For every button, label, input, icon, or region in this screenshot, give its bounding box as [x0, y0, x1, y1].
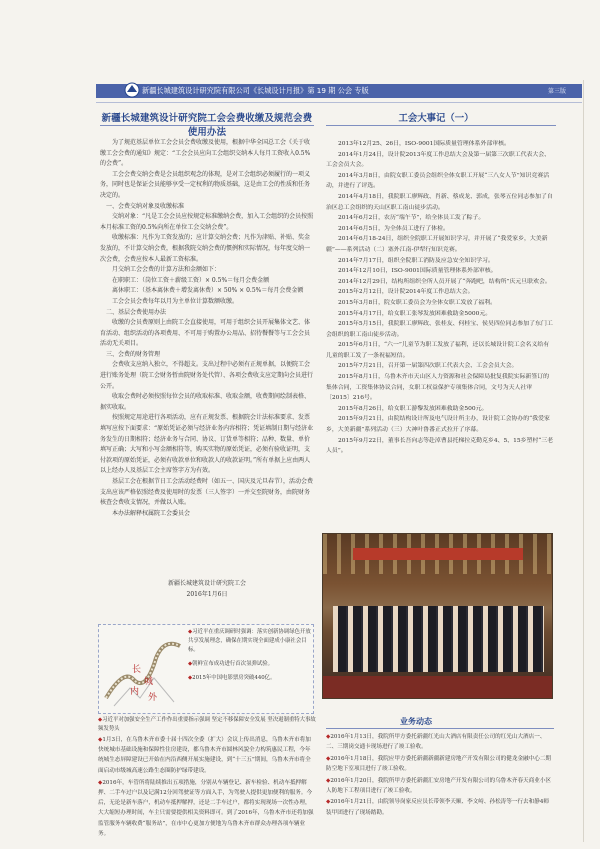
chronicle-entry: 2015年9月21日，由院结构设计所及电气设计所主办，设计院工会协办的“我爱家乡，大美新疆”系列活动（三）大神叶鲁番正式拉开了序幕。 [326, 416, 550, 434]
list-item: ◆2016年1月20日，我院所甲方委托新疆汇安房地产开发有限公司的乌鲁木齐春天商业小区人防地下工程项目进行了竣工验收。 [326, 777, 552, 795]
paragraph: 收缴标准：凡作为工资发放的；应计算交纳会费；凡作为津贴、补贴、奖金发放的，不计算交纳会费，根据我院交纳会费的惯例和实际情况，每年度交纳一次会费，会费应按本人最新工资标准。 [100, 234, 311, 263]
chronicle-entry: 2014年3月8日，由院女职工委员会组织全体女职工开展“三八女人节”知识竞赛活动，并进行了评选。 [326, 172, 550, 190]
svg-text:长: 长 [132, 665, 142, 675]
business-news-rule [326, 728, 554, 729]
diamond-icon: ◆ [188, 675, 193, 681]
list-item: ◆朝鲜宣布成功进行首次氢弹试验。 [188, 661, 274, 667]
great-wall-illustration [104, 628, 182, 710]
formula: 离休职工：（基本离休费＋增发离休费）× 50% × 0.5%＝每月会费金额 [112, 287, 304, 295]
chronicle-entry: 2015年4月17日，给女职工张琴发放困难救助金5000元。 [338, 310, 492, 317]
photo-row-middle [333, 628, 544, 650]
local-news-list [98, 735, 314, 841]
left-article-body [100, 138, 314, 519]
formula: 在职职工：（岗位工资＋薪级工资）× 0.5%＝每月会费金额 [112, 276, 270, 284]
section-heading: 一、会费交纳对象及收缴标准 [106, 202, 185, 210]
chronicle-entry: 2015年6月1日，“六一”儿童节为职工发放了福利，还以长城设计院工会名义给有儿童的职工发了一条祝福短信。 [326, 342, 550, 359]
chronicle-entry: 2015年3月8日，院女职工委员会为全体女职工发放了福利。 [338, 299, 496, 306]
diamond-icon: ◆ [326, 777, 331, 784]
svg-text:外: 外 [148, 693, 158, 703]
paragraph: 按照规定用途进行各项活动，应有正规发票、根据院会计法标准要求、发票填写应按下面要求：“原始凭证必须与经济业务内容相符；凭证填制日期与经济业务发生的日期相符；经济业务与合同、协议、订货单等相符；品种、数量、单价填写正确；大写和小写金额相符等，购买实物的原始凭证，必须有验收证明，支付款项的原始凭证，必须有收款单位和收款人的收款证明。”所有单据上应由两人以上经办人及基层工会主席签字方为有效。 [100, 414, 314, 475]
diamond-icon: ◆ [188, 661, 193, 667]
photo-floor [323, 676, 552, 698]
photo-row-front [333, 650, 544, 672]
chronicle-entry: 2015年5月15日，我院职工廖辉政、张桂友、何桂宝、侯昊四位同志参加了东门工会组织的职工南山徒步活动。 [326, 321, 553, 338]
diamond-icon: ◆ [98, 737, 103, 743]
chronicle-entry: 2014年12月29日，结构所组织全所人员开展了“奔跑吧，结构所”庆元旦联欢会。 [338, 278, 551, 285]
right-article-title: 工会大事记（一） [398, 113, 474, 124]
chronicle-entry: 2014年7月17日，组织全院职工消防及应急安全知识学习。 [338, 257, 494, 264]
business-news-title: 业务动态 [400, 716, 432, 726]
chronicle-list [326, 139, 554, 457]
chronicle-entry: 2014年6月2日，农历“端午节”，给全体员工发了粽子。 [338, 215, 485, 222]
list-item: ◆2015年中国电影票房突破440亿。 [188, 675, 276, 681]
chronicle-entry: 2013年12月25、26日，ISO-9001国际质量管理体系外部审核。 [338, 141, 510, 147]
paragraph: 工会会费交纳会费是会员组织观念的体现，是对工会组织必须履行的一项义务，同时也是保证会员能够享受一定权利的物质基础，这是由工会的性质和任务决定的。 [100, 170, 311, 199]
paragraph: 月交纳工会会费的计算方法和金额如下： [112, 266, 221, 274]
box-news-list [188, 628, 312, 688]
signature-block [100, 578, 314, 600]
business-news-list [326, 732, 554, 819]
page-label: 第三版 [548, 88, 567, 95]
diamond-icon: ◆ [326, 755, 331, 762]
chronicle-entry: 2014年4月18日，我院职工廖辉政、肖新、蔡成龙、郭成，张琴五位同志参加了自治区总工会组织的天山区职工南山徒步活动。 [326, 193, 553, 211]
logo-icon [124, 81, 140, 99]
list-item: ◆2016年1月13日，我院所甲方委托新疆红光山大酒店有限责任公司的红光山大酒店一、二、三期岗交通卡现场进行了竣工验收。 [326, 734, 546, 751]
photo-row-back [333, 606, 544, 628]
sign-org: 新疆长城建筑设计研究院工会 [167, 580, 246, 587]
paragraph: 收缴的会员费原则上由院工会直接使用，可用于组织会员开展集体文艺、体育活动、组织活动的各项费用、不可用于购置办公用品、招待餐餐等与工会会员活动无关项目。 [100, 319, 311, 348]
chronicle-entry: 2014年12月10日，ISO-9001国际质量管理体系外部审核。 [338, 268, 497, 275]
header-rule [96, 102, 582, 103]
list-item: ◆2016年，车管所将陆续推出五项措施，分别从车辆登记、新车检验、机动车抵押解押、二手车过户以及记满12分回驾驶证等方面入手，为驾驶人提供更加便利的服务。今后，无论是新车落户，机动车抵押解押，还是二手车过户，都将实现现场一次性办理，大大缩短办理时间，车主只需要提供相关资料即可。到了2016年，乌鲁木齐市还将加强监管服务车辆收费“服务站”，在市中心更加方便地为乌鲁木齐市群众办理各项车辆业务。 [98, 779, 314, 837]
group-photo [322, 533, 553, 699]
paragraph: 交纳对象：“凡是工会会员应按规定标准缴纳会费，加入工会组织的会员按照本月标准工资的0.5%向所在单位工会交纳会费”。 [100, 213, 314, 231]
chronicle-entry: 2015年7月21日，召开第一届第四次职工代表大会、工会会员大会。 [338, 363, 518, 370]
svg-text:内: 内 [130, 687, 140, 697]
diamond-icon: ◆ [98, 717, 103, 723]
diamond-icon: ◆ [326, 799, 331, 806]
left-title-rule [100, 125, 314, 126]
right-title-rule [326, 125, 556, 126]
paragraph: 工会会员会费每年以月为主单位计算数额收缴。 [112, 297, 239, 305]
paragraph: 本办法解释权属院工会委员会 [112, 509, 191, 517]
chronicle-entry: 2015年8月26日，给女职工游黎发放困难救助金500元。 [338, 405, 488, 412]
list-item: ◆2016年1月21日，由院领导岗家反应员长带领李天顺、李文峙、孙松涛等一行去和静4师装甲团进行了现场踏勘。 [326, 799, 549, 816]
diamond-icon: ◆ [98, 779, 103, 786]
section-heading: 二、基层会费使用办法 [106, 308, 167, 316]
header-title: 新疆长城建筑设计研究院有限公司《长城设计月报》第 19 期 公会 专版 [142, 86, 369, 95]
chronicle-entry: 2015年9月22日，董事长吾向志等赴淖曹县托梯拉克勤克乡4、5、15乡塑村“三老人员”。 [326, 437, 554, 455]
left-article-title: 新疆长城建筑设计研究院工会会费收缴及规范会费使用办法 [101, 113, 313, 138]
paragraph: 为了规范基层单位工会会员会费收缴及使用，根据中华全国总工会《关于收缴工会会费的通知》规定：“工会会员应向工会组织交纳本人每月工资收入0.5%的会费”。 [100, 139, 311, 168]
chronicle-entry: 2015年8月1日，乌鲁木齐市天山区人力资源和社会保障局批复我院实际新签订的集体合同，工资集体协议合同，女职工权益保护专项集体合同，文号为天人社审〔2015〕216号。 [326, 374, 549, 402]
paragraph: 收取会费时必须按照每位会员的收取标准、收取金额，收费期间绘制表格、据实收取。 [100, 393, 311, 411]
chronicle-entry: 2014年1月24日，设计院2013年度工作总结大会及第一届第三次职工代表大会、工会会员大会。 [326, 151, 551, 169]
chronicle-entry: 2014年6月18-24日，组织全院职工开展知识学习，并开展了“我爱家乡，大美新疆”——系列活动（二）塞外江南-伊犁行知识竞赛。 [326, 236, 548, 253]
diamond-icon: ◆ [188, 629, 193, 635]
list-item: ◆1月3日，在乌鲁木齐市委十届十四次全委（扩大）会议上传出消息，乌鲁木齐市将加快统城市基础设施和保障性住房建设，都乌鲁木齐市圆林风貌全力构筑惠民工程，今年统城生态屏障建设已开始在内沿西侧开展实施建设，到“十三五”期间，乌鲁木齐市将全面启动市级城高速公路生态圈防护绿带建设。 [98, 737, 311, 774]
paragraph: 会费收支应纳入独立，不得超支。支出过程中必须有正规单据，以便院工会进行账务处理（院工会财务暂由院财务处代管）、各项会费收支应定期向会员进行公开。 [100, 361, 314, 390]
list-item: ◆2016年1月18日，我院应甲方委托新疆新疆新建房地产开发有限公司的健龙金融中心二期防空地下室项目进行了竣工验收。 [326, 755, 552, 773]
sign-date: 2016年1月6日 [186, 591, 228, 598]
svg-text:城: 城 [144, 677, 154, 687]
chronicle-entry: 2014年6月5日，为全体员工进行了体检。 [338, 225, 449, 232]
diamond-icon: ◆ [326, 734, 331, 740]
list-item: ◆习近平在重庆调研时强调：落实创新协调绿色开放共享发展理念，确保在期实现全面建成小康社会目标。 [188, 629, 311, 653]
chronicle-entry: 2015年2月12日，设计院2014年度工作总结大会。 [338, 289, 474, 296]
paragraph: 基层工会在根据节日工会活动经费时（如五一、国庆及元旦春节），活动会费支出应该严格依照经费及使用时的发票（三人签字）一并交至院财务，由院财务核查会费收支情况，并做以入账。 [100, 478, 314, 507]
ticker: ◆习近平对加强安全生产工作作出重要指示强调 坚定不移保障安全发展 坚决遏制重特大事故频发势头 [98, 717, 316, 732]
section-heading: 三、会费的财务管理 [106, 350, 161, 358]
photo-banner [353, 548, 523, 560]
